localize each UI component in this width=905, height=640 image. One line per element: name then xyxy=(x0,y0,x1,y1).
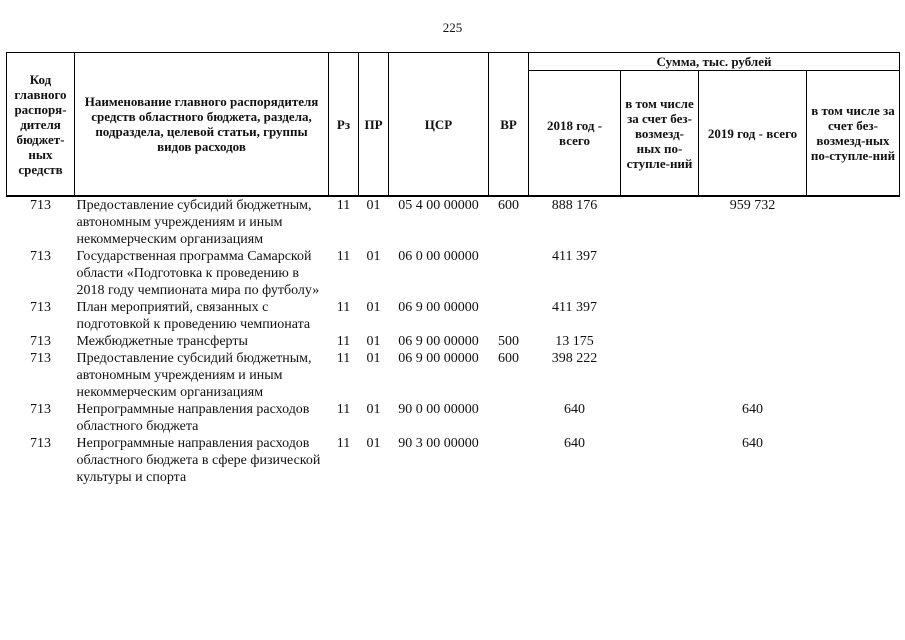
header-code: Код главного распоря-дителя бюджет-ных средств xyxy=(7,53,75,197)
cell-2019-total: 640 xyxy=(742,402,763,417)
cell-csr: 90 3 00 00000 xyxy=(398,436,479,451)
cell-code: 713 xyxy=(30,436,51,451)
cell-2018-grants xyxy=(621,196,699,248)
header-name: Наименование главного распорядителя средств областного бюджета, раздела, подраздела, целевой статьи, группы видов расходов xyxy=(75,53,329,197)
cell-name: Непрограммные направления расходов областного бюджета xyxy=(76,402,310,434)
cell-2018-total: 411 397 xyxy=(552,300,597,315)
header-2019-grants: в том числе за счет без-возмезд-ных по-ступле-ний xyxy=(807,71,900,197)
cell-code: 713 xyxy=(30,351,51,366)
header-pr: ПР xyxy=(359,53,389,197)
cell-rz: 11 xyxy=(336,351,351,366)
cell-2019-grants xyxy=(807,299,900,333)
budget-table xyxy=(6,52,900,486)
cell-pr: 01 xyxy=(366,249,381,264)
table-row xyxy=(7,196,900,248)
cell-csr: 06 9 00 00000 xyxy=(398,334,479,349)
header-rz: Рз xyxy=(329,53,359,197)
cell-2018-total: 640 xyxy=(564,402,585,417)
cell-name: План мероприятий, связанных с подготовкой к проведению чемпионата xyxy=(76,300,311,332)
cell-2018-grants xyxy=(621,435,699,486)
cell-code: 713 xyxy=(30,300,51,315)
cell-2019-total xyxy=(699,248,807,299)
header-2018-total: 2018 год - всего xyxy=(529,71,621,197)
cell-2019-total: 959 732 xyxy=(729,198,776,213)
cell-2018-total: 411 397 xyxy=(552,249,597,264)
cell-csr: 90 0 00 00000 xyxy=(398,402,479,417)
table-body xyxy=(7,196,900,486)
cell-rz: 11 xyxy=(336,402,351,417)
cell-csr: 06 9 00 00000 xyxy=(398,351,479,366)
cell-pr: 01 xyxy=(366,436,381,451)
cell-2018-total: 398 222 xyxy=(551,351,598,366)
cell-code: 713 xyxy=(30,198,51,213)
cell-pr: 01 xyxy=(366,351,381,366)
cell-2018-grants xyxy=(621,401,699,435)
cell-rz: 11 xyxy=(336,198,351,213)
page-number: 225 xyxy=(442,20,463,35)
cell-vr xyxy=(489,435,529,486)
cell-csr: 05 4 00 00000 xyxy=(398,198,479,213)
cell-2019-total xyxy=(699,333,807,350)
cell-2019-grants xyxy=(807,350,900,401)
cell-rz: 11 xyxy=(336,334,351,349)
cell-vr: 500 xyxy=(498,334,519,349)
cell-pr: 01 xyxy=(366,334,381,349)
cell-2018-grants xyxy=(621,333,699,350)
cell-2019-total xyxy=(699,299,807,333)
cell-csr: 06 9 00 00000 xyxy=(398,300,479,315)
cell-2019-total: 640 xyxy=(742,436,763,451)
table-row xyxy=(7,401,900,435)
cell-csr: 06 0 00 00000 xyxy=(398,249,479,264)
table-row xyxy=(7,299,900,333)
table-row xyxy=(7,350,900,401)
cell-2018-total: 13 175 xyxy=(555,334,594,349)
header-vr: ВР xyxy=(489,53,529,197)
cell-vr xyxy=(489,248,529,299)
table-row xyxy=(7,435,900,486)
cell-2019-grants xyxy=(807,196,900,248)
cell-name: Предоставление субсидий бюджетным, автономным учреждениям и иным некоммерческим организациям xyxy=(76,351,312,400)
cell-name: Непрограммные направления расходов областного бюджета в сфере физической культуры и спорта xyxy=(76,436,321,485)
cell-code: 713 xyxy=(30,402,51,417)
table-row xyxy=(7,248,900,299)
cell-2018-grants xyxy=(621,350,699,401)
cell-name: Межбюджетные трансферты xyxy=(76,334,248,349)
header-sum-group: Сумма, тыс. рублей xyxy=(529,53,900,71)
cell-vr: 600 xyxy=(498,351,519,366)
cell-pr: 01 xyxy=(366,300,381,315)
cell-2019-grants xyxy=(807,333,900,350)
cell-code: 713 xyxy=(30,249,51,264)
header-2018-grants: в том числе за счет без-возмезд-ных по-ступле-ний xyxy=(621,71,699,197)
cell-pr: 01 xyxy=(366,198,381,213)
cell-vr xyxy=(489,401,529,435)
cell-name: Государственная программа Самарской области «Подготовка к проведению в 2018 году чемпионата мира по футболу» xyxy=(76,249,320,298)
table-row xyxy=(7,333,900,350)
cell-2019-total xyxy=(699,350,807,401)
cell-2018-grants xyxy=(621,248,699,299)
cell-2019-grants xyxy=(807,248,900,299)
cell-2019-grants xyxy=(807,401,900,435)
cell-rz: 11 xyxy=(336,300,351,315)
cell-2018-total: 640 xyxy=(564,436,585,451)
cell-2019-grants xyxy=(807,435,900,486)
cell-vr: 600 xyxy=(498,198,519,213)
cell-rz: 11 xyxy=(336,249,351,264)
cell-2018-total: 888 176 xyxy=(551,198,598,213)
cell-vr xyxy=(489,299,529,333)
cell-2018-grants xyxy=(621,299,699,333)
table-header xyxy=(7,53,900,197)
header-csr: ЦСР xyxy=(389,53,489,197)
header-2019-total: 2019 год - всего xyxy=(699,71,807,197)
cell-name: Предоставление субсидий бюджетным, автономным учреждениям и иным некоммерческим организациям xyxy=(76,198,312,247)
cell-rz: 11 xyxy=(336,436,351,451)
cell-pr: 01 xyxy=(366,402,381,417)
cell-code: 713 xyxy=(30,334,51,349)
